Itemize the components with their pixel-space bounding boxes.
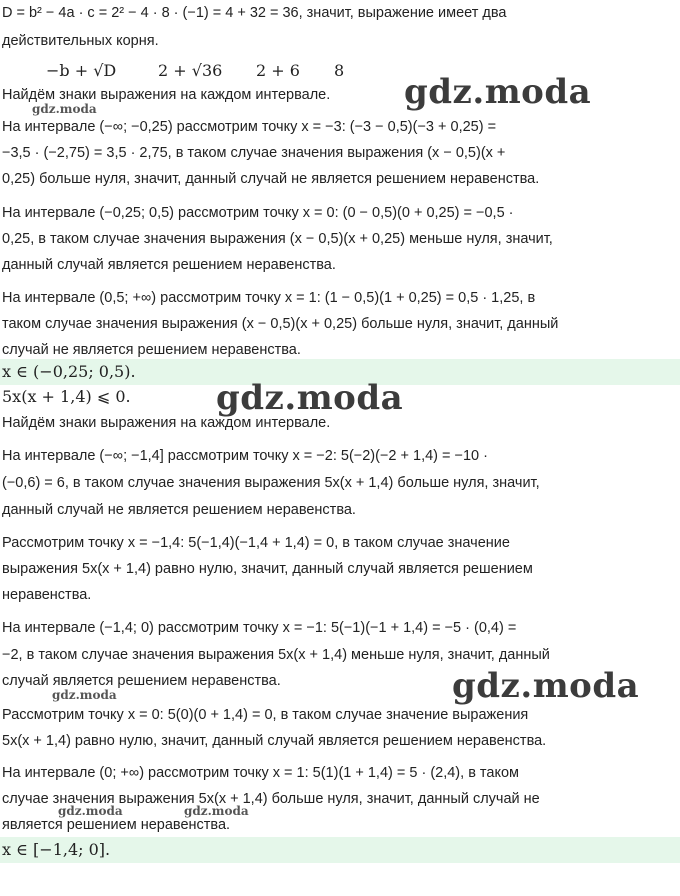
doc-line-18: данный случай не является решением неравенства. [2,502,356,518]
doc-line-28: случае значения выражения 5x(x + 1,4) больше нуля, значит, данный случай не [2,791,540,807]
doc-line-15: Найдём знаки выражения на каждом интервале. [2,415,331,431]
doc-line-5: −3,5 · (−2,75) = 3,5 · 2,75, в таком случае значения выражения (x − 0,5)(x + [2,145,506,161]
doc-line-24: случай является решением неравенства. [2,673,281,689]
doc-line-17: (−0,6) = 6, в таком случае значения выражения 5x(x + 1,4) больше нуля, значит, [2,475,540,491]
watermark-small: gdz.moda [58,804,123,818]
doc-line-11: таком случае значения выражения (x − 0,5)(x + 0,25) больше нуля, значит, данный [2,316,559,332]
doc-line-23: −2, в таком случае значения выражения 5x(x + 1,4) меньше нуля, значит, данный [2,647,550,663]
answer-1: x ∈ (−0,25; 0,5). [0,359,680,385]
doc-line-25: Рассмотрим точку x = 0: 5(0)(0 + 1,4) = 0, в таком случае значение выражения [2,707,529,723]
doc-line-26: 5x(x + 1,4) равно нулю, значит, данный случай является решением неравенства. [2,733,547,749]
inequality-2: 5x(x + 1,4) ⩽ 0. [2,387,131,406]
fragment-c: 2 + 6 [256,61,300,80]
doc-line-21: неравенства. [2,587,92,603]
doc-line-20: выражения 5x(x + 1,4) равно нулю, значит, данный случай является решением [2,561,533,577]
doc-line-27: На интервале (0; +∞) рассмотрим точку x = 1: 5(1)(1 + 1,4) = 5 · (2,4), в таком [2,765,520,781]
doc-line-3: Найдём знаки выражения на каждом интервале. [2,87,331,103]
watermark-logo: gdz.moda [216,378,404,418]
doc-line-12: случай не является решением неравенства. [2,342,301,358]
watermark-small: gdz.moda [32,102,97,116]
doc-line-16: На интервале (−∞; −1,4] рассмотрим точку x = −2: 5(−2)(−2 + 1,4) = −10 · [2,448,488,464]
watermark-logo: gdz.moda [404,72,592,112]
doc-line-1: D = b² − 4a · c = 2² − 4 · 8 · (−1) = 4 + 32 = 36, значит, выражение имеет два [2,5,507,21]
doc-line-29: является решением неравенства. [2,817,231,833]
doc-line-2: действительных корня. [2,33,159,49]
watermark-small: gdz.moda [52,688,117,702]
doc-line-22: На интервале (−1,4; 0) рассмотрим точку x = −1: 5(−1)(−1 + 1,4) = −5 · (0,4) = [2,620,517,636]
fragment-a: −b + √D [46,61,117,80]
doc-line-4: На интервале (−∞; −0,25) рассмотрим точку x = −3: (−3 − 0,5)(−3 + 0,25) = [2,119,497,135]
watermark-small: gdz.moda [184,804,249,818]
doc-line-6: 0,25) больше нуля, значит, данный случай не является решением неравенства. [2,171,540,187]
doc-line-8: 0,25, в таком случае значения выражения (x − 0,5)(x + 0,25) меньше нуля, значит, [2,231,553,247]
doc-line-7: На интервале (−0,25; 0,5) рассмотрим точку x = 0: (0 − 0,5)(0 + 0,25) = −0,5 · [2,205,514,221]
watermark-logo: gdz.moda [452,666,640,706]
doc-line-10: На интервале (0,5; +∞) рассмотрим точку x = 1: (1 − 0,5)(1 + 0,25) = 0,5 · 1,25, в [2,290,536,306]
fragment-d: 8 [334,61,345,80]
answer-2: x ∈ [−1,4; 0]. [0,837,680,863]
fragment-b: 2 + √36 [158,61,223,80]
doc-line-19: Рассмотрим точку x = −1,4: 5(−1,4)(−1,4 + 1,4) = 0, в таком случае значение [2,535,510,551]
doc-line-9: данный случай является решением неравенства. [2,257,336,273]
